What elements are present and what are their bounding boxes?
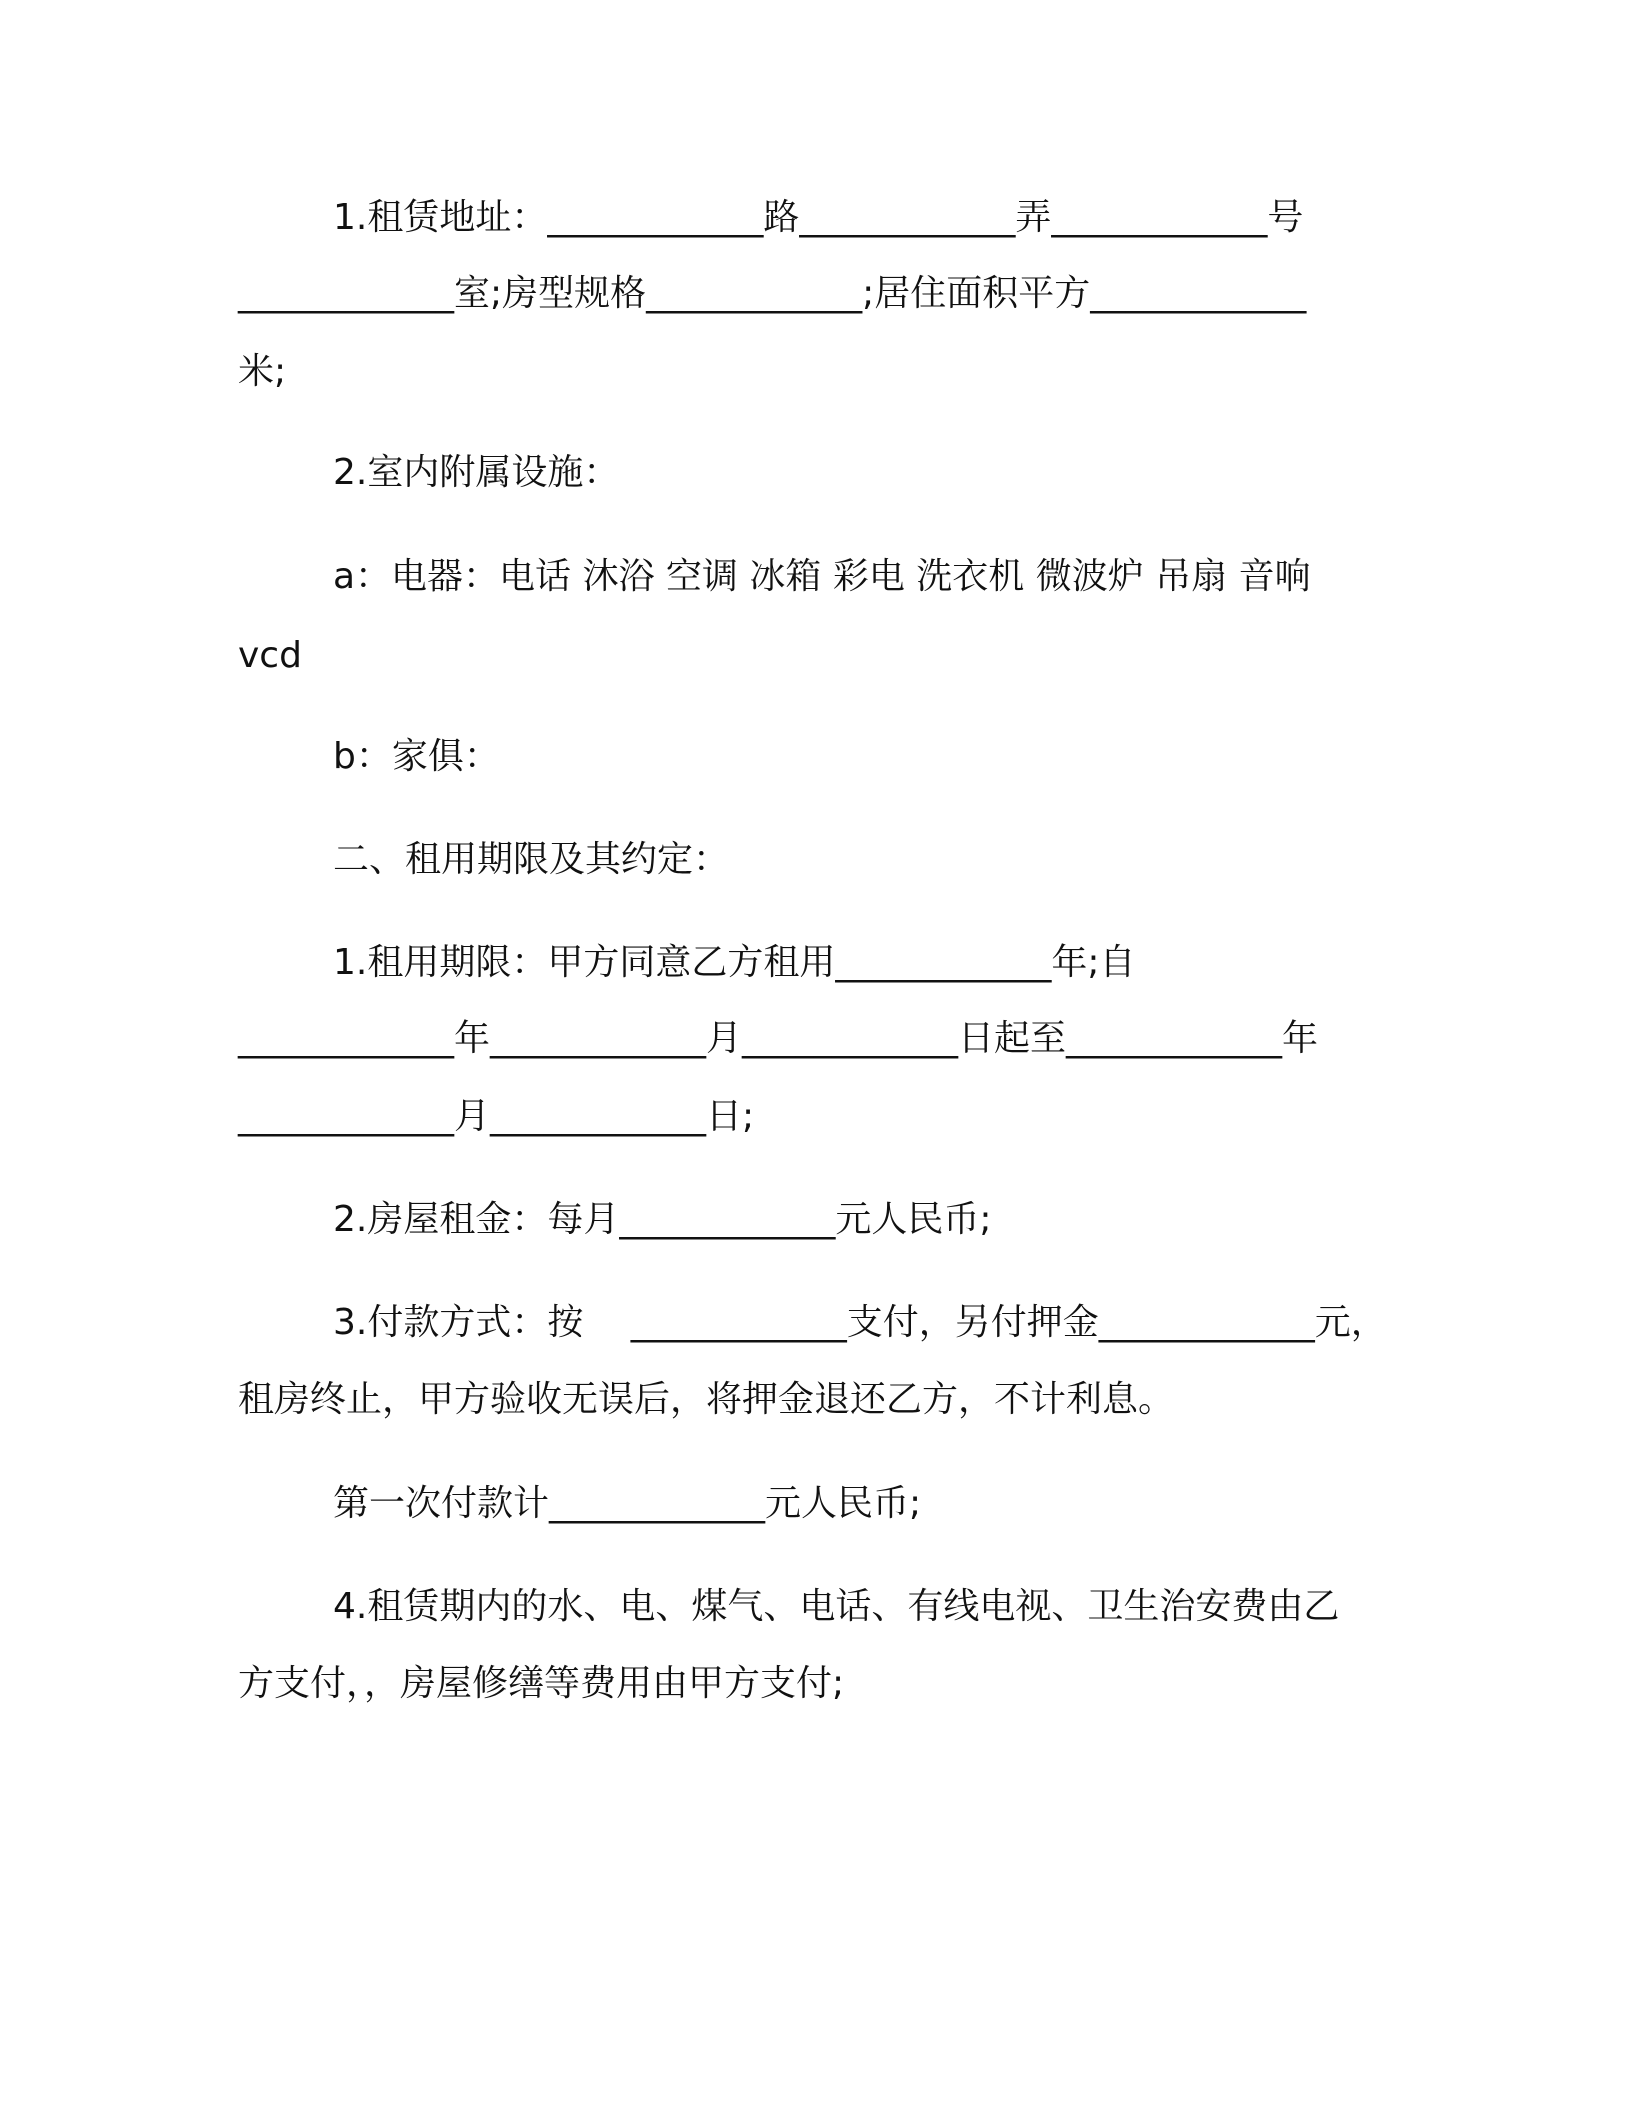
- lease-end-line: ____________月____________日;: [238, 1096, 755, 1137]
- lease-start-line: ____________年____________月____________日起至____________年: [238, 1018, 1318, 1059]
- appliances-line: a：电器：电话 沐浴 空调 冰箱 彩电 洗衣机 微波炉 吊扇 音响: [333, 556, 1311, 597]
- payment-method-line: 3.付款方式：按 ____________支付，另付押金____________元，: [333, 1302, 1387, 1343]
- furniture-line: b：家俱：: [333, 736, 500, 777]
- area-unit-line: 米;: [238, 351, 287, 392]
- rent-line: 2.房屋租金：每月____________元人民币;: [333, 1199, 992, 1240]
- utilities-line: 4.租赁期内的水、电、煤气、电话、有线电视、卫生治安费由乙: [333, 1586, 1340, 1627]
- deposit-refund-line: 租房终止，甲方验收无误后，将押金退还乙方，不计利息。: [238, 1379, 1175, 1420]
- lease-term-line: 1.租用期限：甲方同意乙方租用____________年;自: [333, 942, 1136, 983]
- room-spec-line: ____________室;房型规格____________;居住面积平方____________: [238, 273, 1307, 314]
- utilities-continued: 方支付，，房屋修缮等费用由甲方支付;: [238, 1663, 845, 1704]
- address-line: 1.租赁地址：____________路____________弄____________号: [333, 197, 1304, 238]
- appliances-continued: vcd: [238, 635, 302, 676]
- first-payment-line: 第一次付款计____________元人民币;: [333, 1483, 922, 1524]
- section-two-heading: 二、租用期限及其约定：: [333, 839, 730, 880]
- facilities-heading: 2.室内附属设施：: [333, 452, 620, 493]
